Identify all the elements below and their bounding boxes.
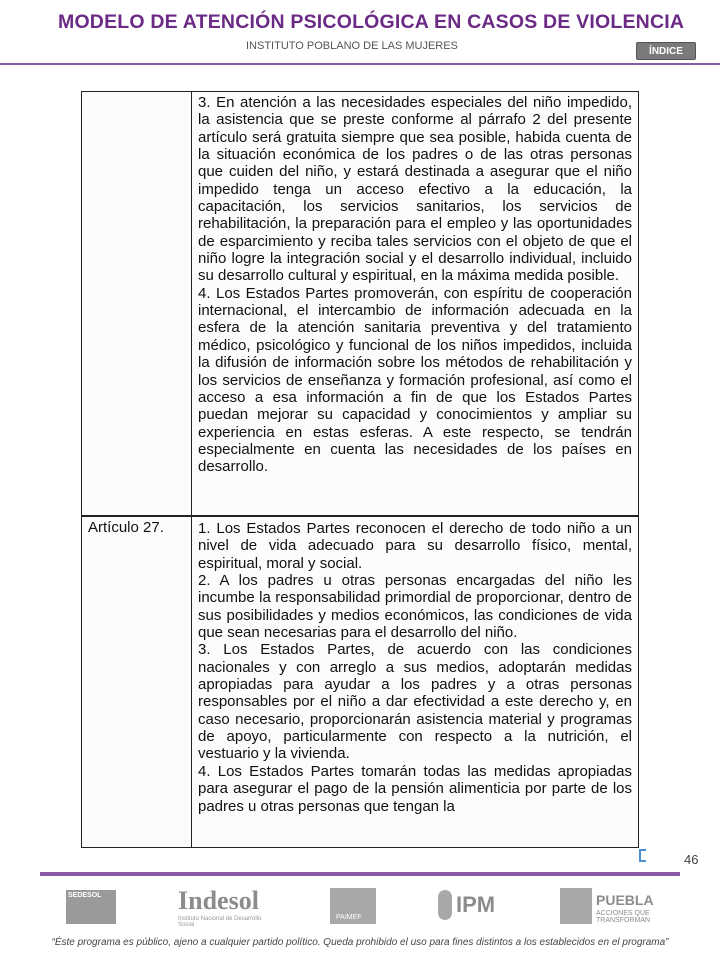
indesol-logo: Indesol Instituto Nacional de Desarrollo Social: [178, 886, 262, 928]
page-number: 46: [684, 852, 699, 867]
page-corner-mark: [639, 849, 646, 862]
puebla-logo: PUEBLA ACCIONES QUE TRANSFORMAN: [560, 884, 670, 930]
paimef-logo: PAIMEF: [330, 884, 380, 930]
article-27-label: Artículo 27.: [88, 519, 164, 536]
sponsor-logos: [60, 884, 660, 930]
table-row-divider: [82, 515, 638, 517]
article-27-paragraphs: 1. Los Estados Partes reconocen el derecho de todo niño a un nivel de vida adecuado para su desarrollo físico, mental, espiritual, moral y social. 2. A los padres u otras personas encargadas del niño les incumbe la responsabilidad primordial de proporcionar, dentro de sus posibilidades y medios económicos, las condiciones de vida que sean necesarias para el desarrollo del niño. 3. Los Estados Partes, de acuerdo con las condiciones nacionales y con arreglo a sus medios, adoptarán medidas apropiadas para ayudar a los padres y a otras personas responsables por el niño a dar efectividad a este derecho y, en caso necesario, proporcionarán asistencia material y programas de apoyo, particularmente con respecto a la nutrición, el vestuario y la vivienda. 4. Los Estados Partes tomarán todas las medidas apropiadas para asegurar el pago de la pensión alimenticia por parte de los padres u otras personas que tengan la: [198, 520, 632, 815]
footer-disclaimer: “Éste programa es público, ajeno a cualquier partido político. Queda prohibido el uso para fines distintos a los establecidos en el programa”: [51, 937, 669, 948]
header-divider: [0, 63, 720, 65]
page-subtitle: INSTITUTO POBLANO DE LAS MUJERES: [246, 40, 458, 52]
scanned-table: [81, 91, 639, 848]
footer-divider: [40, 872, 680, 876]
table-left-column: [82, 92, 192, 847]
index-button[interactable]: ÍNDICE: [636, 42, 696, 60]
page-title: MODELO DE ATENCIÓN PSICOLÓGICA EN CASOS DE VIOLENCIA: [58, 11, 685, 33]
article-26-paragraphs: 3. En atención a las necesidades especiales del niño impedido, la asistencia que se preste conforme al párrafo 2 del presente artículo será gratuita siempre que sea posible, habida cuenta de la situación económica de los padres o de las otras personas que cuiden del niño, y estará destinada a asegurar que el niño impedido tenga un acceso efectivo a la educación, la capacitación, los servicios sanitarios, los servicios de rehabilitación, la preparación para el empleo y las oportunidades de esparcimiento y reciba tales servicios con el objeto de que el niño logre la integración social y el desarrollo individual, incluido su desarrollo cultural y espiritual, en la máxima medida posible. 4. Los Estados Partes promoverán, con espíritu de cooperación internacional, el intercambio de información adecuada en la esfera de la atención sanitaria preventiva y del tratamiento médico, psicológico y funcional de los niños impedidos, incluida la difusión de información sobre los métodos de rehabilitación y los servicios de enseñanza y formación profesional, así como el acceso a esa información a fin de que los Estados Partes puedan mejorar su capacidad y conocimientos y ampliar su experiencia en estas esferas. A este respecto, se tendrán especialmente en cuenta las necesidades de los países en desarrollo.: [198, 94, 632, 476]
ipm-logo: IPM: [438, 884, 518, 930]
sedesol-logo: SEDESOL: [60, 884, 130, 930]
